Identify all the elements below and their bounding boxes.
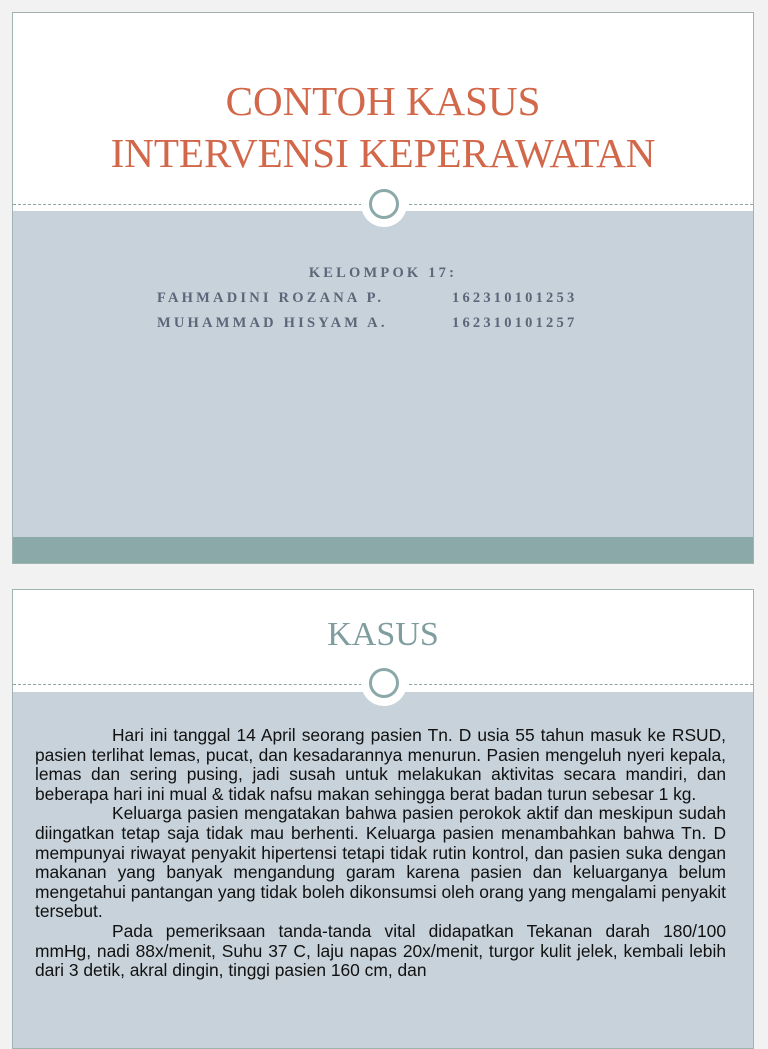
title-line-2: INTERVENSI KEPERAWATAN [110, 130, 656, 176]
member-id: 162310101257 [452, 315, 578, 331]
title-slide [12, 12, 754, 564]
circle-ornament-icon [361, 660, 407, 706]
title-area [13, 13, 753, 206]
case-text [35, 726, 726, 981]
case-paragraph-2: Keluarga pasien mengatakan bahwa pasien perokok aktif dan meskipun sudah diingatkan tetap saja tidak mau berhenti. Keluarga pasien menambahkan bahwa Tn. D mempunyai riwayat penyakit hipertensi tetapi tidak rutin kontrol, dan pasien suka dengan makanan yang banyak mengandung garam karena pasien dan keluarganya belum mengetahui pantangan yang tidak boleh dikonsumsi oleh orang yang mengalami penyakit tersebut. [35, 803, 726, 922]
slide-title: KASUS [327, 616, 439, 653]
member-name: FAHMADINI ROZANA P. [157, 290, 385, 306]
member-row [13, 286, 753, 311]
footer-band [13, 537, 753, 564]
case-paragraph-1: Hari ini tanggal 14 April seorang pasien Tn. D usia 55 tahun masuk ke RSUD, pasien terlihat lemas, pucat, dan kesadarannya menurun. Pasien mengeluh nyeri kepala, lemas dan sering pusing, jadi susah untuk melakukan aktivitas secara mandiri, dan beberapa hari ini mual & tidak nafsu makan sehingga berat badan turun sebesar 1 kg. [35, 725, 726, 804]
group-label: KELOMPOK 17: [308, 265, 458, 281]
case-body [13, 692, 753, 1048]
subtitle-area [13, 211, 753, 537]
member-name: MUHAMMAD HISYAM A. [157, 315, 388, 331]
member-id: 162310101253 [452, 290, 578, 306]
case-slide [12, 589, 754, 1049]
member-row [13, 311, 753, 336]
title-line-1: CONTOH KASUS [225, 78, 541, 124]
presentation-title [13, 75, 753, 179]
case-paragraph-3: Pada pemeriksaan tanda-tanda vital didapatkan Tekanan darah 180/100 mmHg, nadi 88x/menit, Suhu 37 C, laju napas 20x/menit, turgor kulit jelek, kembali lebih dari 3 detik, akral dingin, tinggi pasien 160 cm, dan [35, 920, 726, 981]
circle-ornament-icon [361, 181, 407, 227]
group-members [13, 261, 753, 336]
